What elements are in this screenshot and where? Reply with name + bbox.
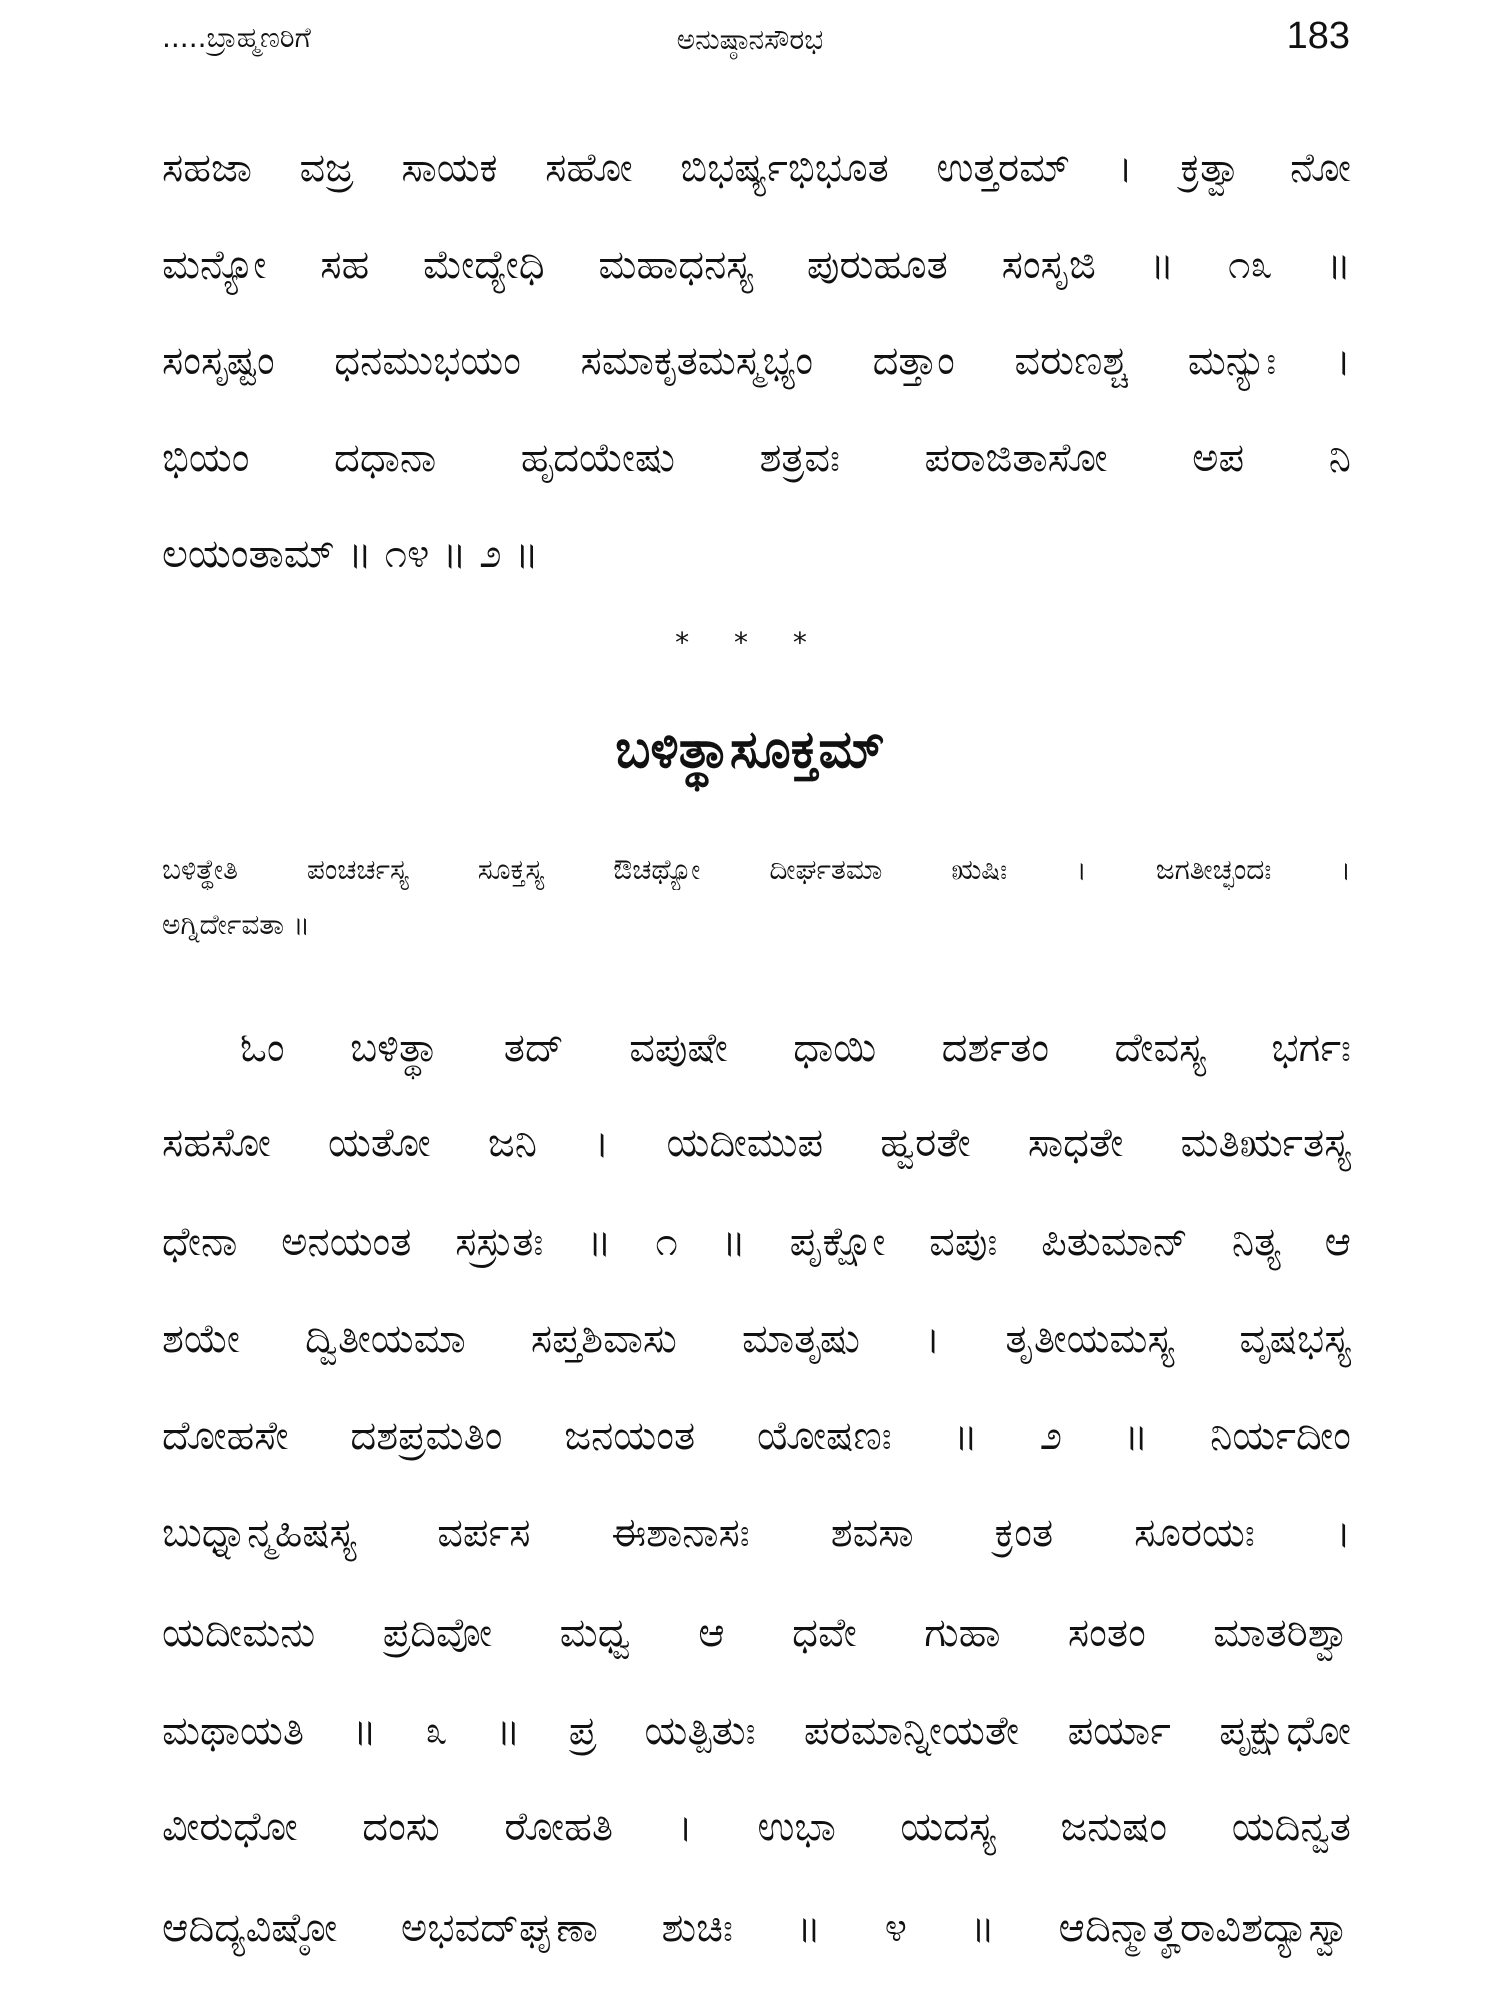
verse-line: ಮನ್ಯೋ ಸಹ ಮೇದ್ಯೇಧಿ ಮಹಾಧನಸ್ಯ ಪುರುಹೂತ ಸಂಸೃಜಿ ॥ ೧೩ ॥	[162, 242, 1351, 288]
section-divider: * * *	[675, 626, 825, 659]
verse-line: ಸಂಸೃಷ್ಟಂ ಧನಮುಭಯಂ ಸಮಾಕೃತಮಸ್ಮಭ್ಯಂ ದತ್ತಾಂ ವರುಣಶ್ಚ ಮನ್ಯುಃ ।	[162, 338, 1351, 384]
verse-line: ಆದಿದ್ಯವಿಷ್ಠೋ ಅಭವದ್‌ಘೃಣಾ ಶುಚಿಃ ॥ ೪ ॥ ಆದಿನ್ಮಾತೄರಾವಿಶದ್ಯಾಸ್ವಾ	[162, 1905, 1351, 1951]
section-title: ಬಳಿತ್ಥಾಸೂಕ್ತಮ್	[615, 720, 885, 780]
hymn-intro-line: ಬಳಿತ್ಥೇತಿ ಪಂಚರ್ಚಸ್ಯ ಸೂಕ್ತಸ್ಯ ಔಚಥ್ಯೋ ದೀರ್ಘತಮಾ ಋಷಿಃ । ಜಗತೀಚ್ಛಂದಃ ।	[162, 853, 1351, 886]
verse-line: ಧೇನಾ ಅನಯಂತ ಸಸ್ರುತಃ ॥ ೧ ॥ ಪೃಕ್ಷೋ ವಪುಃ ಪಿತುಮಾನ್ ನಿತ್ಯ ಆ	[162, 1219, 1351, 1265]
verse-line: ಲಯಂತಾಮ್ ॥ ೧೪ ॥ ೨ ॥	[162, 531, 539, 577]
verse-line: ಯದೀಮನು ಪ್ರದಿವೋ ಮಧ್ವ ಆ ಧವೇ ಗುಹಾ ಸಂತಂ ಮಾತರಿಶ್ವಾ	[162, 1610, 1351, 1656]
verse-line: ವೀರುಧೋ ದಂಸು ರೋಹತಿ । ಉಭಾ ಯದಸ್ಯ ಜನುಷಂ ಯದಿನ್ವತ	[162, 1804, 1351, 1850]
verse-line: ಸಹಜಾ ವಜ್ರ ಸಾಯಕ ಸಹೋ ಬಿಭರ್ಷ್ಯಭಿಭೂತ ಉತ್ತರಮ್ । ಕ್ರತ್ವಾ ನೋ	[162, 145, 1351, 191]
verse-line: ಭಿಯಂ ದಧಾನಾ ಹೃದಯೇಷು ಶತ್ರವಃ ಪರಾಜಿತಾಸೋ ಅಪ ನಿ	[162, 435, 1351, 481]
verse-line: ಸಹಸೋ ಯತೋ ಜನಿ । ಯದೀಮುಪ ಹ್ವರತೇ ಸಾಧತೇ ಮತಿರ್ಋತಸ್ಯ	[162, 1120, 1351, 1166]
verse-line: ಬುಧ್ನಾನ್ಮಹಿಷಸ್ಯ ವರ್ಪಸ ಈಶಾನಾಸಃ ಶವಸಾ ಕ್ರಂತ ಸೂರಯಃ ।	[162, 1510, 1351, 1556]
verse-line: ಶಯೇ ದ್ವಿತೀಯಮಾ ಸಪ್ತಶಿವಾಸು ಮಾತೃಷು । ತೃತೀಯಮಸ್ಯ ವೃಷಭಸ್ಯ	[162, 1316, 1351, 1362]
verse-line: ಮಥಾಯತಿ ॥ ೩ ॥ ಪ್ರ ಯತ್ಪಿತುಃ ಪರಮಾನ್ನೀಯತೇ ಪರ್ಯಾ ಪೃಕ್ಷುಧೋ	[162, 1708, 1351, 1754]
hymn-intro-line: ಅಗ್ನಿರ್ದೇವತಾ ॥	[162, 908, 311, 941]
running-header-left: .....ಬ್ರಾಹ್ಮಣರಿಗೆ	[162, 21, 311, 54]
running-header-title: ಅನುಷ್ಠಾನಸೌರಭ	[676, 23, 824, 56]
verse-line: ಓಂ ಬಳಿತ್ಥಾ ತದ್ ವಪುಷೇ ಧಾಯಿ ದರ್ಶತಂ ದೇವಸ್ಯ ಭರ್ಗಃ	[240, 1025, 1351, 1071]
verse-line: ದೋಹಸೇ ದಶಪ್ರಮತಿಂ ಜನಯಂತ ಯೋಷಣಃ ॥ ೨ ॥ ನಿರ್ಯದೀಂ	[162, 1413, 1351, 1459]
page-number: 183	[1286, 15, 1350, 57]
